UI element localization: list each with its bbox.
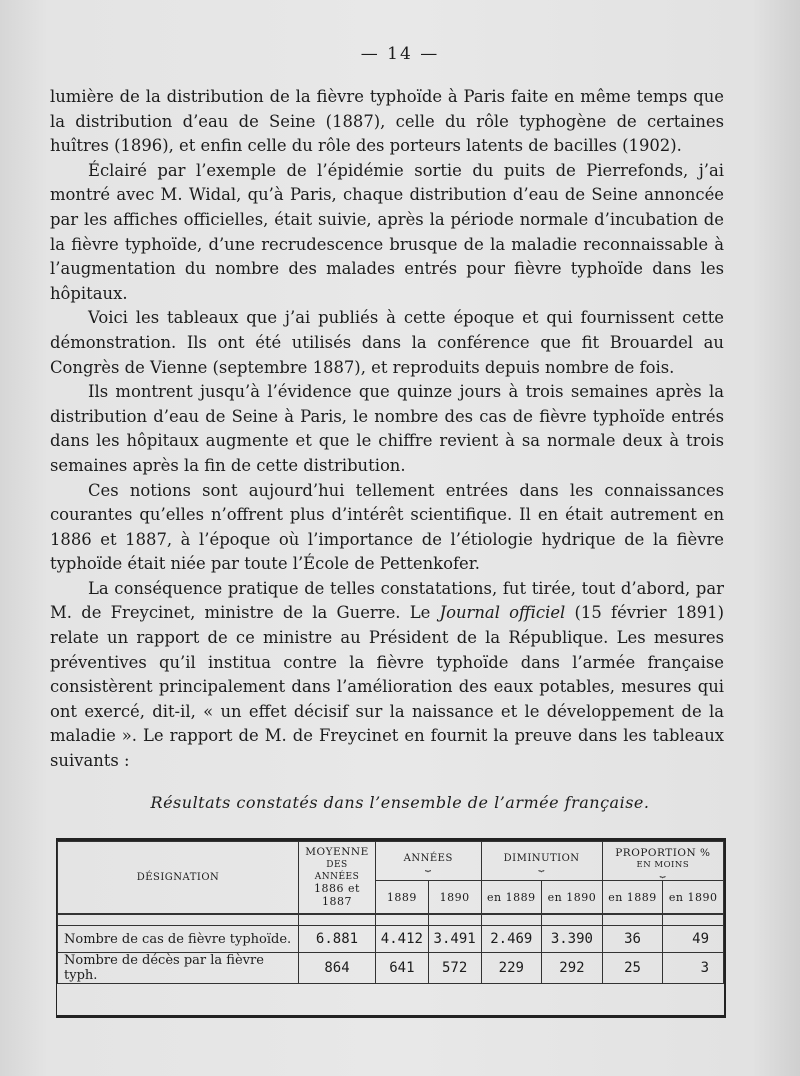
table-row <box>58 953 724 984</box>
table-cell: 3 <box>663 953 724 984</box>
results-table <box>56 838 726 1018</box>
paragraph: Éclairé par l’exemple de l’épidémie sortie du puits de Pierrefonds, j’ai montré avec M. Widal, qu’à Paris, chaque distribution d’eau de Seine annoncée par les affiches officielles, était suivie, après la période normale d’incubation de la fièvre typhoïde, d’une recrudescence brusque de la maladie reconnaissable à l’augmentation du nombre des malades entrés pour fièvre typhoïde dans les hôpitaux. <box>50 160 724 303</box>
table-cell: 229 <box>481 953 542 984</box>
table-cell: 36 <box>602 926 663 953</box>
subheader: 1890 <box>428 881 481 915</box>
header-diminution <box>481 842 602 881</box>
header-moyenne-line1: MOYENNE <box>305 846 369 858</box>
table-cell: 6.881 <box>299 926 376 953</box>
table-cell: 49 <box>663 926 724 953</box>
paragraph: Voici les tableaux que j’ai publiés à cette époque et qui fournissent cette démonstration. Ils ont été utilisés dans la conférence que fit Brouardel au Congrès de Vienne (septembre 1887), et reproduits depuis nombre de fois. <box>50 308 724 377</box>
table-caption: Résultats constatés dans l’ensemble de l’armée française. <box>150 793 650 812</box>
table-cell: 4.412 <box>376 926 429 953</box>
header-moyenne-line3: ANNÉES <box>314 872 360 882</box>
subheader: en 1889 <box>602 881 663 915</box>
body-text <box>50 85 724 774</box>
table-cell: 572 <box>428 953 481 984</box>
subheader: 1886 et 1887 <box>314 882 360 908</box>
header-moyenne-line2: DES <box>326 860 348 870</box>
table-cell: 641 <box>376 953 429 984</box>
header-annees <box>376 842 482 881</box>
table-row <box>58 926 724 953</box>
subheader: en 1890 <box>542 881 603 915</box>
paragraph <box>50 577 724 774</box>
subheader: en 1890 <box>663 881 724 915</box>
header-diminution-label: DIMINUTION <box>503 852 580 864</box>
table-divider <box>58 914 724 926</box>
brace-decoration: ⏟ <box>538 860 545 872</box>
header-annees-label: ANNÉES <box>403 852 453 864</box>
paragraph: Ces notions sont aujourd’hui tellement entrées dans les connaissances courantes qu’elles n’offrent plus d’intérêt scientifique. Il en était autrement en 1886 et 1887, à l’époque où l’importance de l’étiologie hydrique de la fièvre typhoïde était niée par toute l’École de Pettenkofer. <box>50 480 724 574</box>
brace-decoration: ⏟ <box>425 860 432 872</box>
header-proportion <box>602 842 723 881</box>
table-cell: 2.469 <box>481 926 542 953</box>
table-cell: 3.491 <box>428 926 481 953</box>
brace-decoration: ⏟ <box>659 866 667 878</box>
header-moyenne <box>299 842 376 915</box>
header-designation: DÉSIGNATION <box>58 842 299 915</box>
table-cell: 3.390 <box>542 926 603 953</box>
paragraph: lumière de la distribution de la fièvre typhoïde à Paris faite en même temps que la distribution d’eau de Seine (1887), celle du rôle typhogène de certaines huîtres (1896), et enfin celle du rôle des porteurs latents de bacilles (1902). <box>50 87 724 156</box>
journal-title: Journal officiel <box>439 603 566 623</box>
paragraph-text: (15 février 1891) relate un rapport de ce ministre au Président de la République. Les mesures préventives qu’il institua contre la fièvre typhoïde dans l’armée française consistèrent principalement dans l’amélioration des eaux potables, mesures qui ont exercé, dit-il, « un effet décisif sur la naissance et le développement de la maladie ». Le rapport de M. de Freycinet en fournit la preuve dans les tableaux suivants : <box>50 603 724 771</box>
header-proportion-line1: PROPORTION % <box>615 846 711 859</box>
row-label: Nombre de décès par la fièvre typh. <box>58 953 299 984</box>
page-number: — 14 — <box>360 44 440 64</box>
paragraph: Ils montrent jusqu’à l’évidence que quinze jours à trois semaines après la distribution d’eau de Seine à Paris, le nombre des cas de fièvre typhoïde entrés dans les hôpitaux augmente et que le chiffre revient à sa normale deux à trois semaines après la fin de cette distribution. <box>50 382 724 475</box>
table-cell: 292 <box>542 953 603 984</box>
row-label: Nombre de cas de fièvre typhoïde. <box>58 926 299 953</box>
header-proportion-line2: EN MOINS <box>636 859 690 870</box>
table-cell: 864 <box>299 953 376 984</box>
subheader: en 1889 <box>481 881 542 915</box>
table-cell: 25 <box>602 953 663 984</box>
paragraph-text: La conséquence pratique de telles constatations, fut tirée, tout d’abord, par M. de Freycinet, ministre de la Guerre. Le <box>50 578 724 623</box>
subheader: 1889 <box>376 881 429 915</box>
